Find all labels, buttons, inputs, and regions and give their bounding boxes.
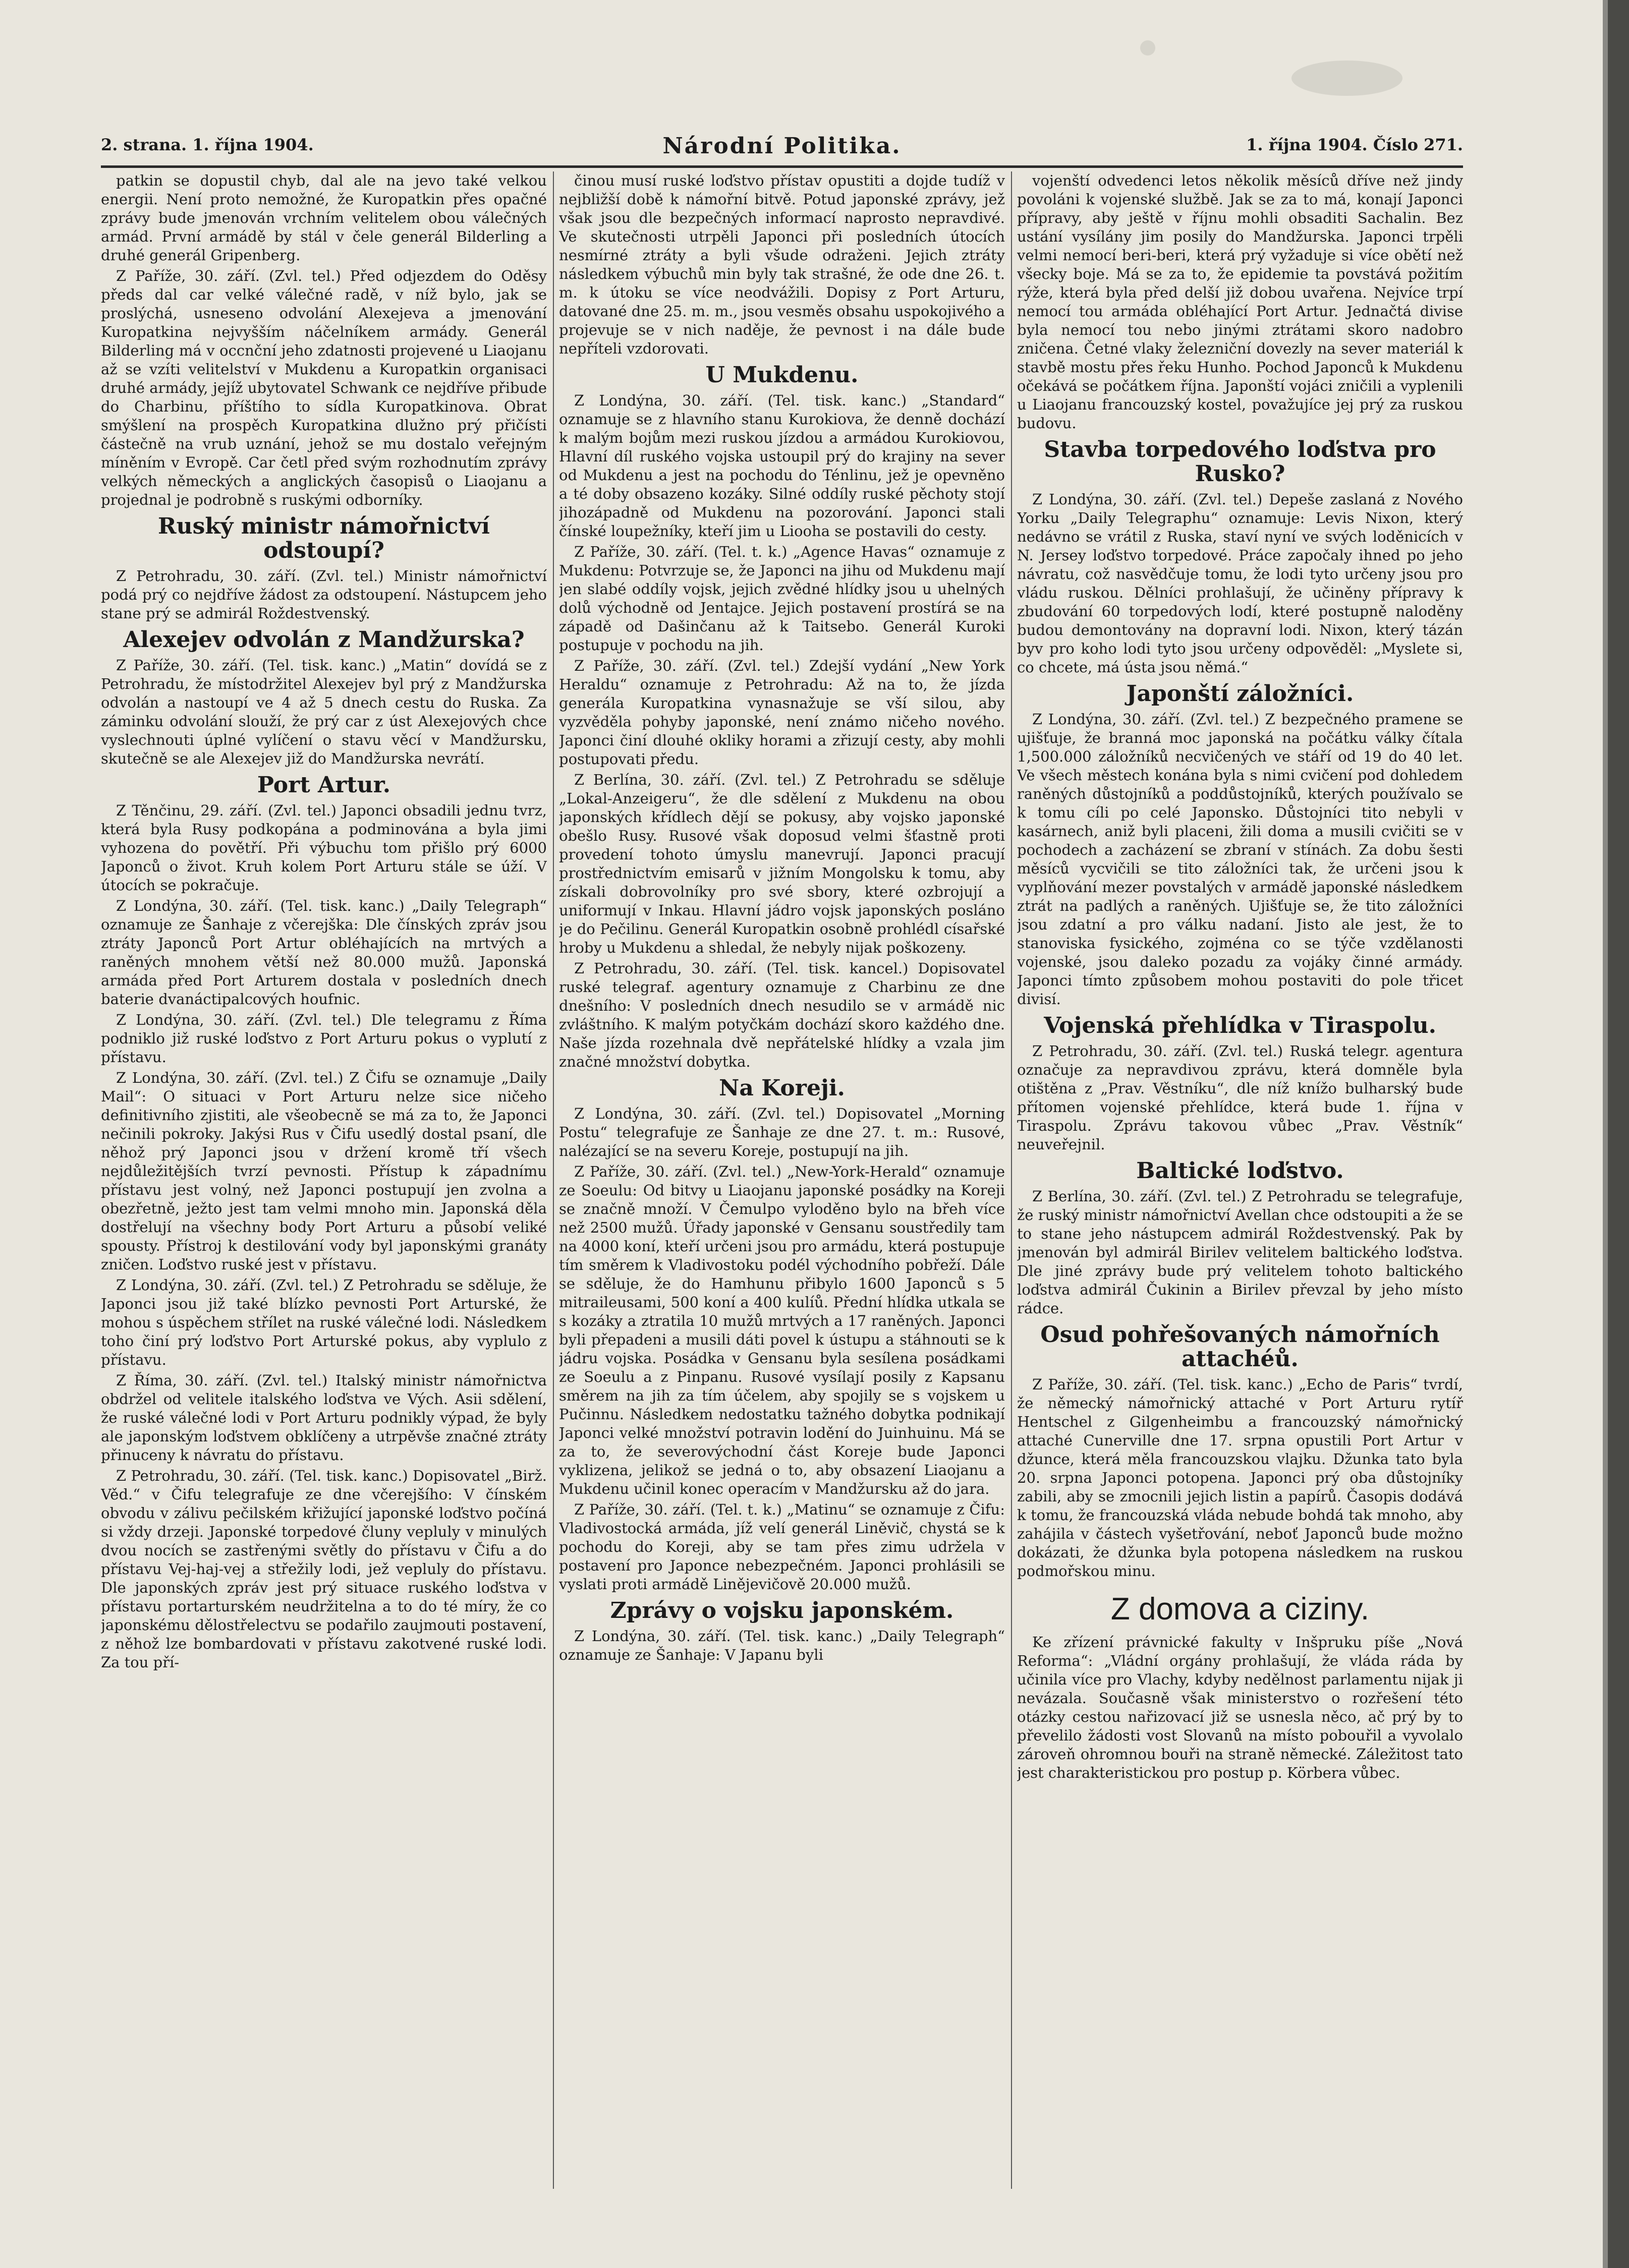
article-paragraph: Z Petrohradu, 30. září. (Zvl. tel.) Ministr námořnictví podá prý co nejdříve žádost za odstoupení. Nástupcem jeho stane prý se admirál Roždestvenský. [101, 567, 547, 622]
newspaper-title: Národní Politika. [662, 133, 902, 159]
header-page-date: 2. strana. 1. října 1904. [101, 135, 314, 154]
article-paragraph: Z Paříže, 30. září. (Tel. t. k.) „Matinu“ se oznamuje z Čifu: Vladivostocká armáda, jíž velí generál Liněvič, chystá se k pochodu do Koreji, aby se tam přes zimu udržela v postavení pro Japonce nebezpečném. Japonci prohlásili se vyslati proti armádě Linějevičově 20.000 mužů. [559, 1501, 1005, 1593]
article-paragraph: Z Londýna, 30. září. (Zvl. tel.) Dle telegramu z Říma podniklo již ruské loďstvo z Port Arturu pokus o vyplutí z přístavu. [101, 1011, 547, 1066]
article-paragraph: Z Berlína, 30. září. (Zvl. tel.) Z Petrohradu se sděluje „Lokal-Anzeigeru“, že dle sdělení z Mukdenu na obou japonských křídlech dějí se pokusy, aby vojsko japonské obešlo Rusy. Rusové však doposud velmi šťastně proti provedení tohoto úmyslu manevrují. Japonci pracují prostřednictvím emisarů v jižním Mongolsku k tomu, aby získali dobrovolníky pro své sbory, které ozbrojují a uniformují v Inkau. Hlavní jádro vojsk japonských posláno je do Pečilinu. Generál Kuropatkin osobně prohlédl císařské hroby u Mukdenu a shledal, že nebyly nijak poškozeny. [559, 771, 1005, 956]
page-edge [1608, 0, 1629, 2268]
section-heading: Alexejev odvolán z Mandžurska? [123, 627, 525, 653]
page-edge-shadow [1603, 0, 1608, 2268]
paper-smudge [1140, 40, 1155, 55]
article-paragraph: Z Paříže, 30. září. (Zvl. tel.) Zdejší vydání „New York Heraldu“ oznamuje z Petrohradu: Až na to, že jízda generála Kuropatkina vynasnažuje se vší silou, aby vyzvěděla pohyby japonské, není známo ničeho nového. Japonci činí dlouhé okliky horami a zřizují cesty, aby mohli postupovati předu. [559, 657, 1005, 768]
section-heading: Osud pohřešovaných námořních attachéů. [1040, 1322, 1440, 1372]
article-paragraph: Ke zřízení právnické fakulty v Inšpruku píše „Nová Reforma“: „Vládní orgány prohlašují, že vláda ráda by učinila více pro Vlachy, kdyby nedělnost parlamentu nijak ji nevázala. Současně však ministerstvo o rozřešení této otázky cestou nařizovací již se usnesla něco, ač prý by to převelilo žádosti vost Slovanů na místo pobouřil a vyvolalo zároveň ohromnou bouři na straně německé. Záležitost tato jest charakteristickou pro postup p. Körbera vůbec. [1017, 1634, 1463, 1781]
section-heading: Zprávy o vojsku japonském. [610, 1598, 954, 1623]
section-heading: Stavba torpedového loďstva pro Rusko? [1044, 437, 1436, 487]
section-heading: U Mukdenu. [705, 362, 859, 388]
header-issue-number: 1. října 1904. Číslo 271. [1246, 135, 1463, 154]
article-paragraph: Z Petrohradu, 30. září. (Tel. tisk. kanc.) Dopisovatel „Birž. Věd.“ v Čifu telegrafuje ze dne včerejšího: V čínském obvodu v zálivu pečilském křižující japonské loďstvo počíná si vždy drzeji. Japonské torpedové čluny vepluly v minulých dvou nocích se zastřenými světly do přístavu v Čifu a do přístavu Vej-haj-vej a střežily lodi, jež vepluly do přístavu. Dle japonských zpráv jest prý situace ruského loďstva v přístavu portarturském neudržitelna a to do té míry, že co japonskému dělostřelectvu se podařilo zaujmouti postavení, z něhož lze bombardovati v přístavu zakotvené ruské lodi. Za tou pří- [101, 1467, 547, 1671]
article-paragraph: patkin se dopustil chyb, dal ale na jevo také velkou energii. Není proto nemožné, že Kuropatkin přes opačné zprávy bude jmenován vrchním velitelem obou válečných armád. První armádě by stál v čele generál Bilderling a druhé generál Gripenberg. [101, 172, 547, 264]
article-paragraph: Z Paříže, 30. září. (Tel. tisk. kanc.) „Matin“ dovídá se z Petrohradu, že místodržitel Alexejev byl prý z Mandžurska odvolán a nastoupí ve 4 až 5 dnech cestu do Ruska. Za záminku odvolání slouží, že prý car z úst Alexejových chce vyslechnouti úplné vylíčení o stavu věcí v Mandžursku, skutečně se ale Alexejev již do Mandžurska nevrátí. [101, 657, 547, 767]
column-2 [559, 171, 1005, 2199]
article-paragraph: Z Londýna, 30. září. (Zvl. tel.) Z Čifu se oznamuje „Daily Mail“: O situaci v Port Arturu nelze sice ničeho definitivního zjistiti, ale všeobecně se má za to, že Japonci nečinili pokroky. Jakýsi Rus v Čifu usedlý dostal psaní, dle něhož prý Japonci jsou v držení kromě tří všech nejdůležitějších tvrzí pevnosti. Přístup k západnímu přístavu jest volný, než Japonci postupují jen zvolna a obezřetně, ježto jest tam velmi mnoho min. Japonská děla dostřelují na všechny body Port Arturu a působí veliké spousty. Přístroj k destilování vody byl japonskými granáty zničen. Loďstvo ruské jest v přístavu. [101, 1069, 547, 1273]
article-paragraph: Z Londýna, 30. září. (Zvl. tel.) Z Petrohradu se sděluje, že Japonci jsou již také blízko pevnosti Port Arturské, že mohou s úspěchem střílet na ruské válečné lodi. Následkem toho činí prý loďstvo Port Arturské pokus, aby vyplulo z přístavu. [101, 1276, 547, 1368]
article-paragraph: Z Paříže, 30. září. (Tel. t. k.) „Agence Havas“ oznamuje z Mukdenu: Potvrzuje se, že Japonci na jihu od Mukdenu mají jen slabé oddíly vojsk, jejich zvědné hlídky jsou u uhelných dolů východně od Jentajce. Jejich postavení prostírá se na západě od Dašinčanu až k Taitsebo. Generál Kuroki postupuje v pochodu na jih. [559, 543, 1005, 654]
article-paragraph: Z Petrohradu, 30. září. (Tel. tisk. kancel.) Dopisovatel ruské telegraf. agentury oznamuje z Charbinu ze dne dnešního: V posledních dnech nesudilo se v armádě nic zvláštního. K malým potyčkám dochází skoro každého dne. Naše jízda rozehnala dvě nepřátelské hlídky a vzala jim značné množství dobytka. [559, 960, 1005, 1070]
column-3 [1017, 171, 1463, 2199]
page-header [101, 135, 1463, 168]
article-paragraph: Z Paříže, 30. září. (Tel. tisk. kanc.) „Echo de Paris“ tvrdí, že německý námořnický attaché v Port Arturu rytíř Hentschel z Gilgenheimbu a francouzský námořnický attaché Cunerville dne 17. srpna opustili Port Artur v džunce, která měla francouzskou vlajku. Džunka tato byla 20. srpna Japonci potopena. Japonci prý oba důstojníky zabili, aby se zmocnili jejich listin a papírů. Časopis dodává k tomu, že francouzská vláda nebude bohdá tak mnoho, aby zahájila v částech vyšetřování, neboť Japonců bude možno dokázati, že džunka byla potopena následkem na ruskou podmořskou minu. [1017, 1376, 1463, 1580]
article-paragraph: Z Těnčinu, 29. září. (Zvl. tel.) Japonci obsadili jednu tvrz, která byla Rusy podkopána a podminována a byla jimi vyhozena do povětří. Při výbuchu tom přišlo prý 6000 Japonců o život. Kruh kolem Port Arturu stále se úží. V útocích se pokračuje. [101, 802, 547, 894]
article-paragraph: Z Říma, 30. září. (Zvl. tel.) Italský ministr námořnictva obdržel od velitele italského loďstva ve Vých. Asii sdělení, že ruské válečné lodi v Port Arturu podnikly výpad, že byly ale japonským loďstvem obklíčeny a utrpěvše značné ztráty přinuceny k návratu do přístavu. [101, 1372, 547, 1464]
section-heading: Baltické loďstvo. [1136, 1158, 1344, 1184]
article-paragraph: činou musí ruské loďstvo přístav opustiti a dojde tudíž v nejbližší době k námořní bitvě. Potud japonské zprávy, jež však jsou dle bezpečných informací naprosto nepravdivé. Ve skutečnosti utrpěli Japonci při posledních útocích nesmírné ztráty a byli všude odraženi. Jejich ztráty následkem výbuchů min byly tak strašné, že ode dne 26. t. m. k útoku se více neodvážili. Dopisy z Port Arturu, datované dne 25. m. m., jsou vesměs obsahu uspokojivého a projevuje se v nich naděje, že pevnost i na dále bude nepříteli vzdorovati. [559, 172, 1005, 357]
article-paragraph: Z Petrohradu, 30. září. (Zvl. tel.) Ruská telegr. agentura označuje za nepravdivou zprávu, která domněle byla otištěna z „Prav. Věstníku“, dle níž knížo bulharský bude přítomen vojenské přehlídce, která bude 1. října v Tiraspolu. Zprávu takovou vůbec „Prav. Věstník“ neuveřejnil. [1017, 1042, 1463, 1153]
article-paragraph: Z Londýna, 30. září. (Tel. tisk. kanc.) „Standard“ oznamuje se z hlavního stanu Kurokiova, že denně dochází k malým bojům mezi ruskou jízdou a armádou Kurokiovou, Hlavní díl ruského vojska ustoupil prý do krajiny na sever od Mukdenu a jest na pochodu do Ténlinu, jež je opevněno a té doby obsazeno kozáky. Silné oddíly ruské pěchoty stojí jihozápadně od Mukdenu na pozorování. Japonci stali čínské loupežníky, kteří jim u Liooha se postavili do cesty. [559, 392, 1005, 540]
article-paragraph: vojenští odvedenci letos několik měsíců dříve než jindy povoláni k vojenské službě. Jak se za to má, konají Japonci přípravy, aby ještě v říjnu mohli obsaditi Sachalin. Bez ustání vysílány jim posily do Mandžurska. Japonci trpěli velmi nemocí beri-beri, která prý vyžaduje si více obětí než všecky boje. Má se za to, že epidemie ta povstává požitím rýže, která byla před delší již dobou uvařena. Nejvíce trpí nemocí tou armáda obléhající Port Artur. Jednačtá divise byla nemocí tou nebo jinými ztrátami skoro nadobro zničena. Četné vlaky železniční dovezly na sever materiál k stavbě mostu přes řeku Hunho. Pochod Japonců k Mukdenu očekává se počátkem října. Japonští vojáci zničili a vyplenili u Liaojanu francouzský kostel, považujíce jej prý za ruskou budovu. [1017, 172, 1463, 432]
column-divider [1011, 171, 1012, 2189]
article-paragraph: Z Berlína, 30. září. (Zvl. tel.) Z Petrohradu se telegrafuje, že ruský ministr námořnictví Avellan chce odstoupiti a že se to stane jeho nástupcem admirál Roždestvenský. Pak by jmenován byl admirál Birilev velitelem baltického loďstva. Dle jiné zprávy bude prý velitelem tohoto baltického loďstva admirál Čukinin a Birilev převzal by jeho místo rádce. [1017, 1188, 1463, 1317]
article-paragraph: Z Londýna, 30. září. (Tel. tisk. kanc.) „Daily Telegraph“ oznamuje ze Šanhaje z včerejška: Dle čínských zpráv jsou ztráty Japonců Port Artur obléhajících na mrtvých a raněných mnohem větší než 80.000 mužů. Japonská armáda před Port Arturem dostala v posledních dnech baterie dvanáctipalcových houfnic. [101, 897, 547, 1008]
section-heading: Japonští záložníci. [1126, 681, 1354, 707]
article-paragraph: Z Londýna, 30. září. (Zvl. tel.) Depeše zaslaná z Nového Yorku „Daily Telegraphu“ oznamuje: Levis Nixon, který nedávno se vrátil z Ruska, staví nyní ve svých loděnicích v N. Jersey loďstvo torpedové. Práce započaly ihned po jeho návratu, což nasvědčuje tomu, že lodi tyto určeny jsou pro vládu ruskou. Dělníci prohlašují, že učiněny přípravy k zbudování 60 torpedových lodí, které postupně naloděny budou demontovány na dopravní lodi. Nixon, který tázán byv pro koho lodi tyto jsou určeny odpověděl: „Myslete si, co chcete, má ústa jsou němá.“ [1017, 491, 1463, 676]
section-heading: Vojenská přehlídka v Tiraspolu. [1044, 1013, 1436, 1038]
section-heading: Ruský ministr námořnictví odstoupí? [158, 513, 490, 563]
article-paragraph: Z Londýna, 30. září. (Zvl. tel.) Z bezpečného pramene se ujišťuje, že branná moc japonská na počátku války čítala 1,500.000 záložníků necvičených ve stáří od 19 do 40 let. Ve všech městech konána byla s nimi cvičení pod dohledem raněných důstojníků a poddůstojníků, kterých používalo se k tomu cíli po celé Japonsko. Důstojníci tito nebyli v kasárnech, aniž byli placeni, žili doma a musili cvičiti se v pochodech a zacházení se zbraní v stínách. Za dobu šesti měsíců vycvičili se tito záložníci tak, že určeni jsou k vyplňování mezer povstalých v armádě japonské následkem ztrát na padlých a raněných. Ujišťuje se, že tito záložníci jsou zdatní a pro válku nadaní. Jisto ale jest, že to stanoviska fysického, zojména co se týče vzdělanosti vojenské, jsou daleko pozadu za vojáky činné armády. Japonci tímto způsobem mohou postaviti do pole třicet divisí. [1017, 711, 1463, 1008]
section-heading: Port Artur. [257, 772, 391, 798]
column-1 [101, 171, 547, 2199]
paper-smudge [1291, 61, 1402, 96]
article-paragraph: Z Londýna, 30. září. (Zvl. tel.) Dopisovatel „Morning Postu“ telegrafuje ze Šanhaje ze dne 27. t. m.: Rusové, nalézající se na severu Koreje, postupují na jih. [559, 1105, 1005, 1159]
section-heading: Na Koreji. [719, 1075, 845, 1101]
article-paragraph: Z Paříže, 30. září. (Zvl. tel.) „New-York-Herald“ oznamuje ze Soeulu: Od bitvy u Liaojanu japonské posádky na Koreji se značně množí. V Čemulpo vyloděno bylo na břeh více než 2500 mužů. Úřady japonské v Gensanu soustředily tam na 4000 koní, kteří určeni jsou pro armádu, která postupuje tím směrem k Vladivostoku podél východního pobřeží. Dále se sděluje, že do Hamhunu přibylo 1600 Japonců s 5 mitraileusami, 500 koní a 400 kulíů. Přední hlídka utkala se s kozáky a ztratila 10 mužů mrtvých a 17 raněných. Japonci byli přepadeni a musili dáti povel k ústupu a stáhnouti se k jádru vojska. Posádka v Gensanu byla sesílena posádkami ze Soeulu a z Pinpanu. Rusové vysílají posily z Kapsanu směrem na jih za tím účelem, aby spojily se s vojskem u Pučinnu. Následkem nedostatku tažného dobytka podnikají Japonci velké množství potravin lodění do Juinhuinu. Má se za to, že severovýchodní část Koreje bude Japonci vyklizena, jelikož se jedná o to, aby obsazení Liaojanu a Mukdenu učinil konec operacím v Mandžursku až do jara. [559, 1163, 1005, 1497]
article-paragraph: Z Paříže, 30. září. (Zvl. tel.) Před odjezdem do Oděsy předs dal car velké válečné radě, v níž bylo, jak se proslýchá, usneseno odvolání Alexejeva a jmenování Kuropatkina nejvyšším náčelníkem armády. Generál Bilderling má v occnční jeho zdatnosti projevené u Liaojanu až se vzíti velitelství v Mukdenu a Kuropatkin organisaci druhé armády, jejíž ubytovatel Schwank ce nejdříve přibude do Charbinu, příštího to sídla Kuropatkinova. Obrat smýšlení na prospěch Kuropatkina dlužno prý přičísti částečně na vrub uznání, jehož se mu dostalo veřejným míněním v Evropě. Car četl před svým rozhodnutím zprávy velkých německých a anglických časopisů o Liaojanu a projednal je podrobně s ruskými odborníky. [101, 267, 547, 508]
article-columns [101, 171, 1463, 2199]
section-heading: Z domova a ciziny. [1110, 1592, 1370, 1626]
article-paragraph: Z Londýna, 30. září. (Tel. tisk. kanc.) „Daily Telegraph“ oznamuje ze Šanhaje: V Japanu byli [559, 1627, 1005, 1663]
column-divider [553, 171, 554, 2189]
